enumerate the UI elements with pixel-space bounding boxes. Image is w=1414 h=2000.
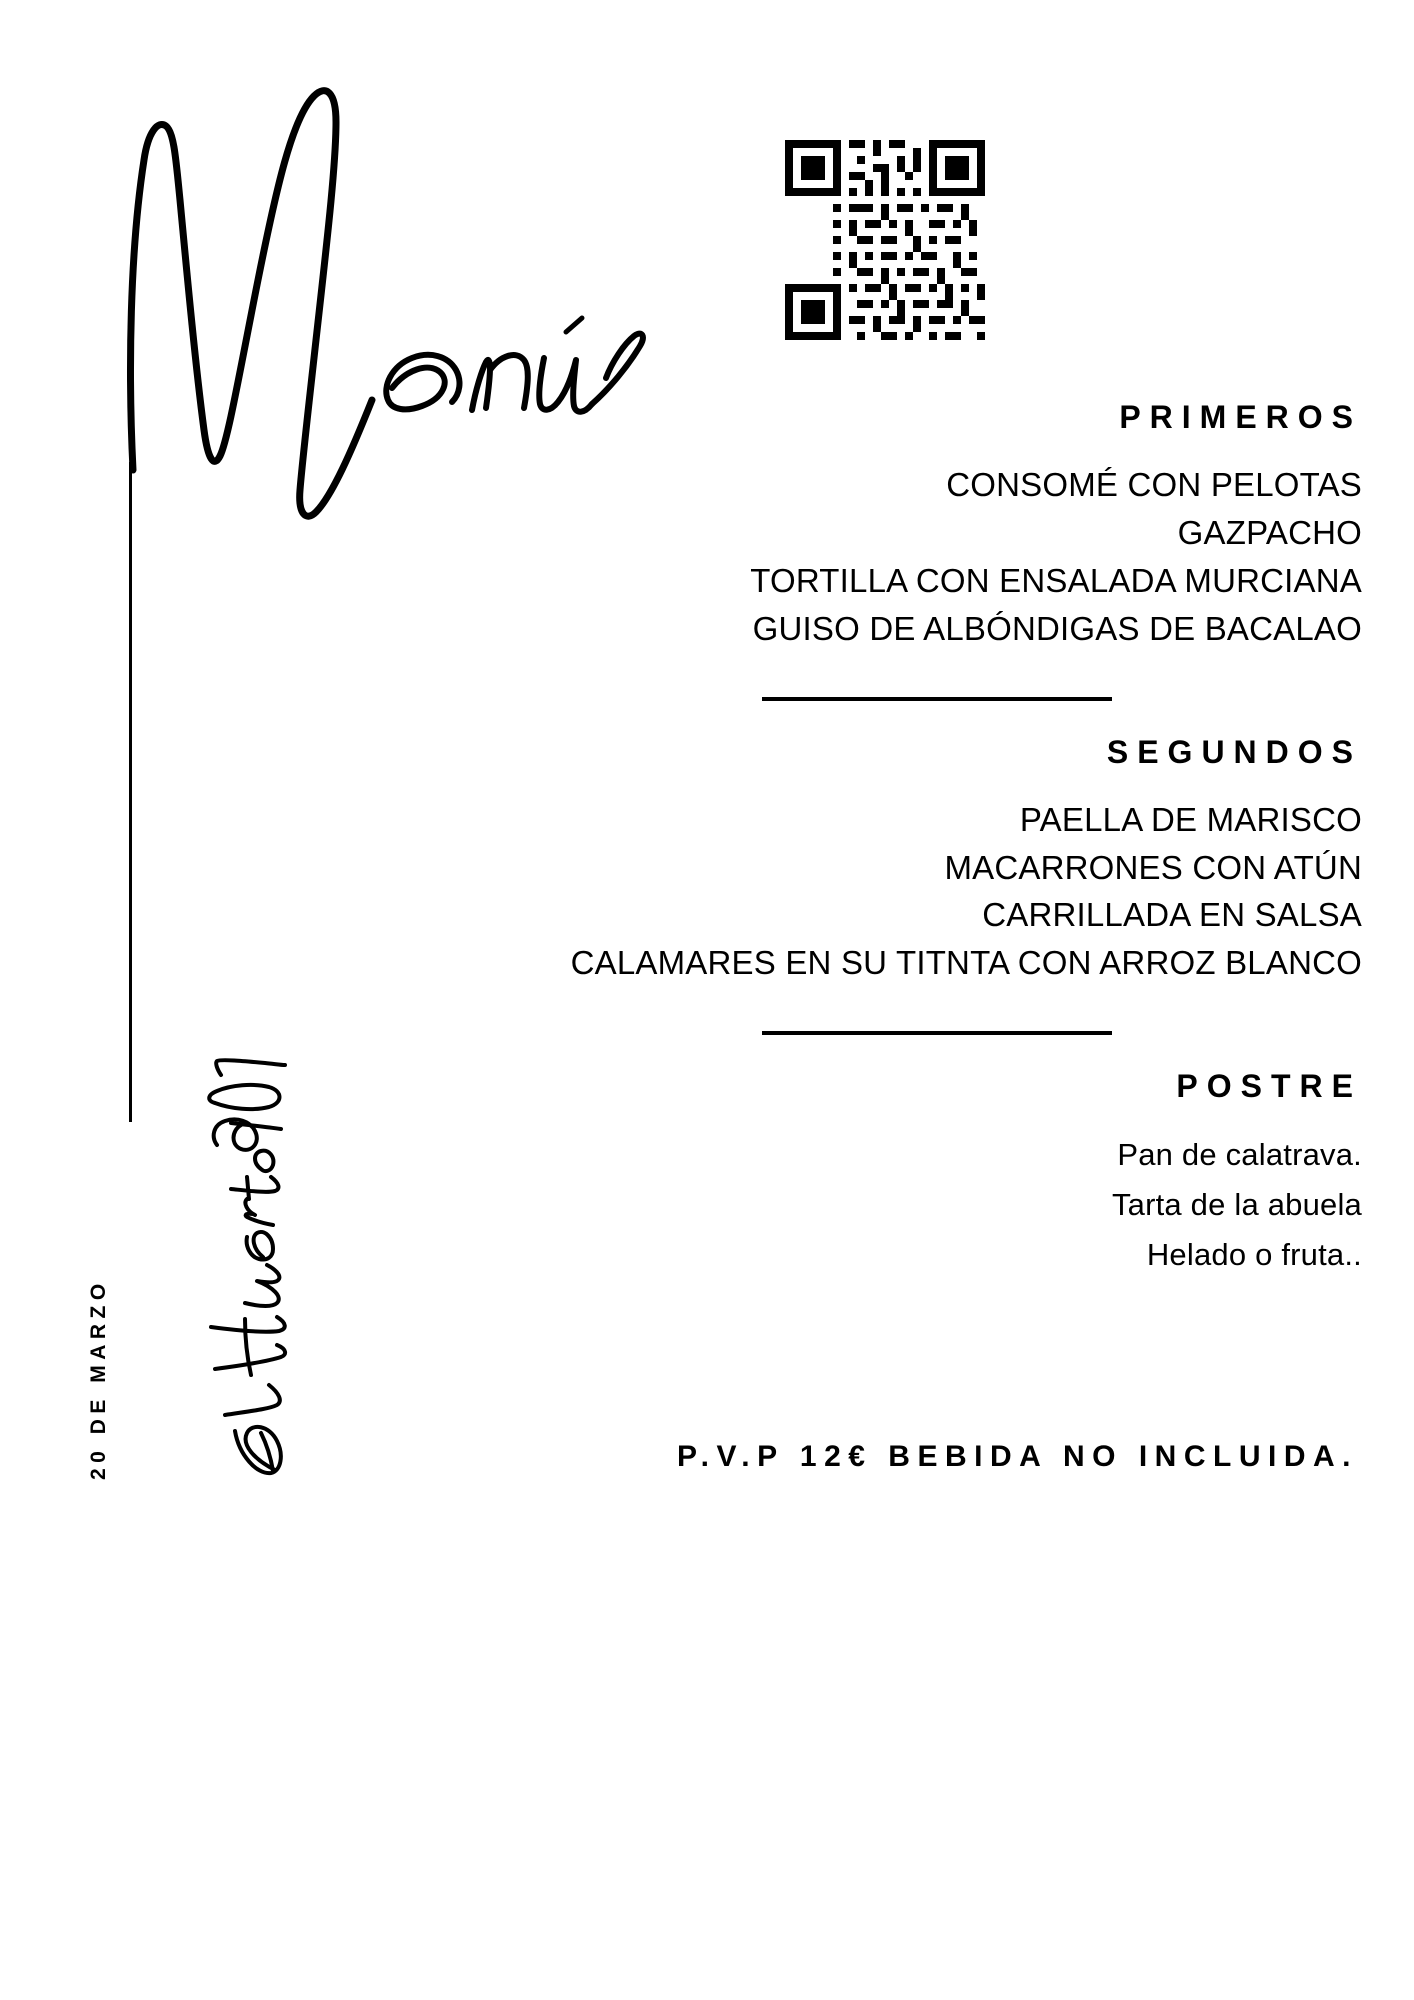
course-heading-primeros: PRIMEROS bbox=[1119, 399, 1362, 435]
event-date: 20 DE MARZO bbox=[87, 1278, 110, 1480]
list-item: Tarta de la abuela bbox=[1111, 1186, 1362, 1222]
list-item: Helado o fruta.. bbox=[1146, 1236, 1362, 1272]
list-item: Pan de calatrava. bbox=[1117, 1137, 1362, 1173]
section-divider bbox=[762, 1031, 1112, 1035]
course-section-postre bbox=[442, 1069, 1362, 1279]
course-section-segundos bbox=[442, 735, 1362, 988]
list-item: CONSOMÉ CON PELOTAS bbox=[946, 466, 1362, 504]
course-section-primeros bbox=[442, 400, 1362, 653]
list-item: TORTILLA CON ENSALADA MURCIANA bbox=[750, 561, 1362, 599]
list-item: CARRILLADA EN SALSA bbox=[982, 896, 1362, 934]
brand-signature bbox=[150, 1040, 360, 1500]
course-heading-postre: POSTRE bbox=[1176, 1068, 1362, 1105]
list-item: MACARRONES CON ATÚN bbox=[944, 848, 1362, 886]
course-heading-segundos: SEGUNDOS bbox=[1106, 733, 1362, 770]
course-list-segundos bbox=[442, 796, 1362, 987]
list-item: GUISO DE ALBÓNDIGAS DE BACALAO bbox=[752, 609, 1362, 647]
price-note: P.V.P 12€ BEBIDA NO INCLUIDA. bbox=[677, 1440, 1358, 1473]
list-item: CALAMARES EN SU TITNTA CON ARROZ BLANCO bbox=[570, 944, 1362, 982]
list-item: GAZPACHO bbox=[1177, 514, 1362, 552]
list-item: PAELLA DE MARISCO bbox=[1019, 800, 1362, 838]
vertical-divider bbox=[129, 462, 132, 1122]
menu-content bbox=[442, 400, 1362, 1279]
qr-code-icon bbox=[780, 140, 990, 340]
course-list-primeros bbox=[442, 461, 1362, 652]
section-divider bbox=[762, 697, 1112, 701]
course-list-postre bbox=[442, 1130, 1362, 1279]
